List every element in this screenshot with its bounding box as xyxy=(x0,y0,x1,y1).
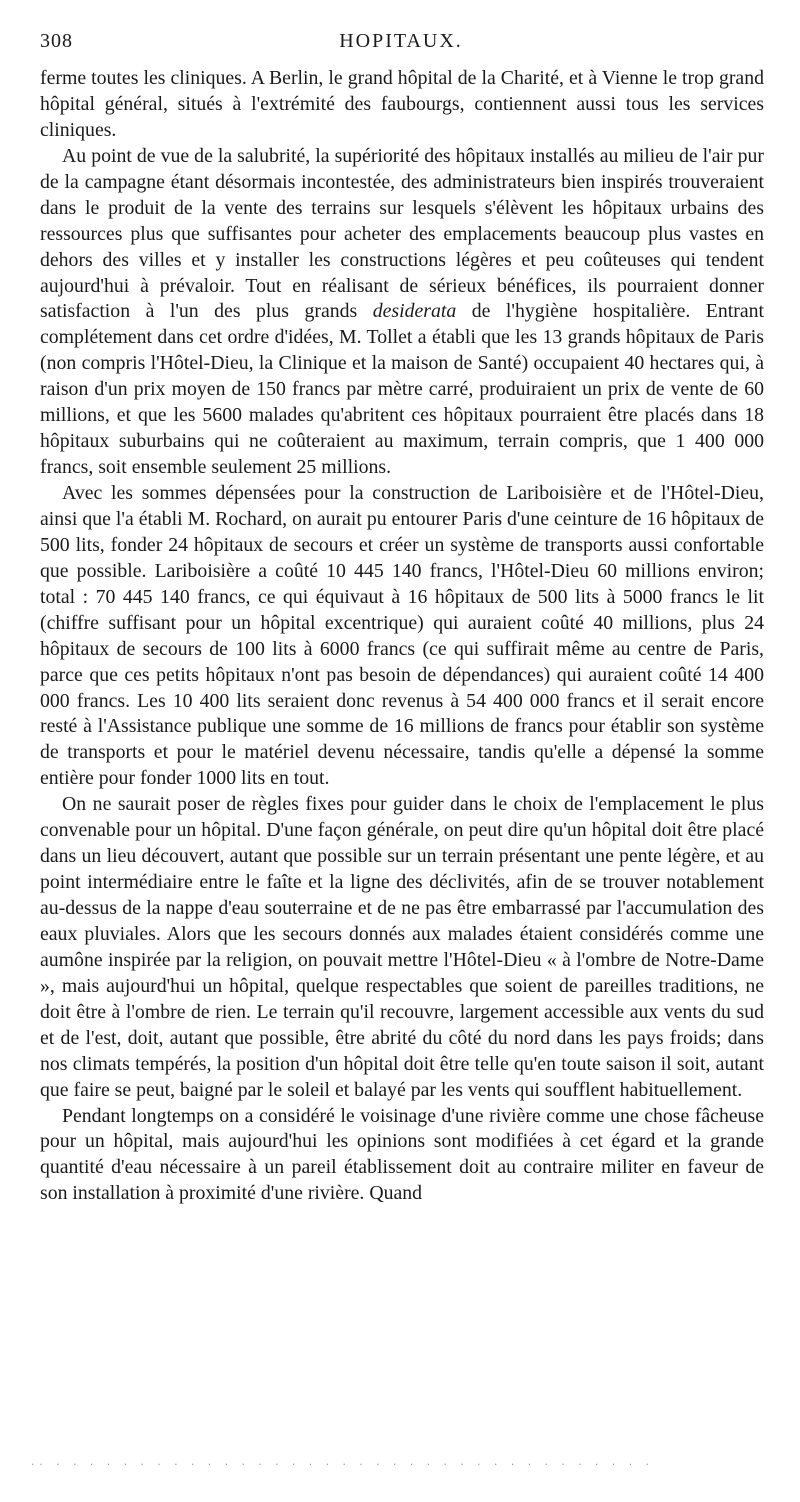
paragraph-2 xyxy=(40,144,764,481)
bleed-through-marks: .. . . . . . . . . . . . . . . . . . . . . . . . . . . . . . . . . . . . . xyxy=(30,1458,653,1468)
paragraph-2-part-2: de l'hygiène hospitalière. Entrant complétement dans cet ordre d'idées, M. Tollet a établi que les 13 grands hôpitaux de Paris (non compris l'Hôtel-Dieu, la Clinique et la maison de Santé) occupaient 40 hectares qui, à raison d'un prix moyen de 150 francs par mètre carré, produiraient un prix de vente de 60 millions, et que les 5600 malades qu'abritent ces hôpitaux pourraient être placés dans 18 hôpitaux suburbains qui ne coûteraient au maximum, terrain compris, que 1 400 000 francs, soit ensemble seulement 25 millions. xyxy=(40,300,765,479)
paragraph-4: On ne saurait poser de règles fixes pour guider dans le choix de l'emplacement le plus convenable pour un hôpital. D'une façon générale, on peut dire qu'un hôpital doit être placé dans un lieu découvert, autant que possible sur un terrain présentant une pente légère, et au point intermédiaire entre le faîte et la ligne des déclivités, afin de se trouver notablement au-dessus de la nappe d'eau souterraine et de ne pas être embarrassé par l'accumulation des eaux pluviales. Alors que les secours donnés aux malades étaient considérés comme une aumône inspirée par la religion, on pouvait mettre l'Hôtel-Dieu « à l'ombre de Notre-Dame », mais aujourd'hui un hôpital, quelque respectables que soient de pareilles traditions, ne doit être à l'ombre de rien. Le terrain qu'il recouvre, largement accessible aux vents du sud et de l'est, doit, autant que possible, être abrité du côté du nord dans les pays froids; dans nos climats tempérés, la position d'un hôpital doit être telle qu'en toute saison il soit, autant que faire se peut, baigné par le soleil et balayé par les vents qui soufflent habituellement. xyxy=(40,793,764,1101)
paragraph-3: Avec les sommes dépensées pour la construction de Lariboisière et de l'Hôtel-Dieu, ainsi que l'a établi M. Rochard, on aurait pu entourer Paris d'une ceinture de 16 hôpitaux de 500 lits, fonder 24 hôpitaux de secours et créer un système de transports aussi confortable que possible. Lariboisière a coûté 10 445 140 francs, l'Hôtel-Dieu 60 millions environ; total : 70 445 140 francs, ce qui équivaut à 16 hôpitaux de 500 lits à 5000 francs le lit (chiffre suffisant pour un hôpital excentrique) qui auraient coûté 40 millions, plus 24 hôpitaux de secours de 100 lits à 6000 francs (ce qui suffirait même au centre de Paris, parce que ces petits hôpitaux n'ont pas besoin de dépendances) qui auraient coûté 14 400 000 francs. Les 10 400 lits seraient donc revenus à 54 400 000 francs et il serait encore resté à l'Assistance publique une somme de 16 millions de francs pour établir son système de transports et pour le matériel devenu nécessaire, tandis qu'elle a dépensé la somme entière pour fonder 1000 lits en tout. xyxy=(40,482,764,790)
paragraph-2-part-1: Au point de vue de la salubrité, la supériorité des hôpitaux installés au milieu de l'air pur de la campagne étant désormais incontestée, des administrateurs bien inspirés trouveraient dans le produit de la vente des terrains sur lesquels s'élèvent les hôpitaux urbains des ressources plus que suffisantes pour acheter des emplacements beaucoup plus vastes en dehors des villes et y installer les constructions légères et peu coûteuses qui tendent aujourd'hui à prévaloir. Tout en réalisant de sérieux bénéfices, ils pourraient donner satisfaction à l'un des plus grands xyxy=(40,144,764,323)
page-number: 308 xyxy=(40,30,73,52)
running-title: HOPITAUX. xyxy=(339,30,463,52)
paragraph-5: Pendant longtemps on a considéré le voisinage d'une rivière comme une chose fâcheuse pour un hôpital, mais aujourd'hui les opinions sont modifiées à cet égard et la grande quantité d'eau nécessaire à un pareil établissement doit au contraire militer en faveur de son installation à proximité d'une rivière. Quand xyxy=(40,1104,764,1205)
desiderata-emphasis: desiderata xyxy=(372,300,457,323)
running-header xyxy=(40,30,762,60)
body-text xyxy=(40,66,764,1207)
paragraph-1: ferme toutes les cliniques. A Berlin, le grand hôpital de la Charité, et à Vienne le trop grand hôpital général, situés à l'extrémité des faubourgs, contiennent aussi tous les services cliniques. xyxy=(40,67,764,141)
